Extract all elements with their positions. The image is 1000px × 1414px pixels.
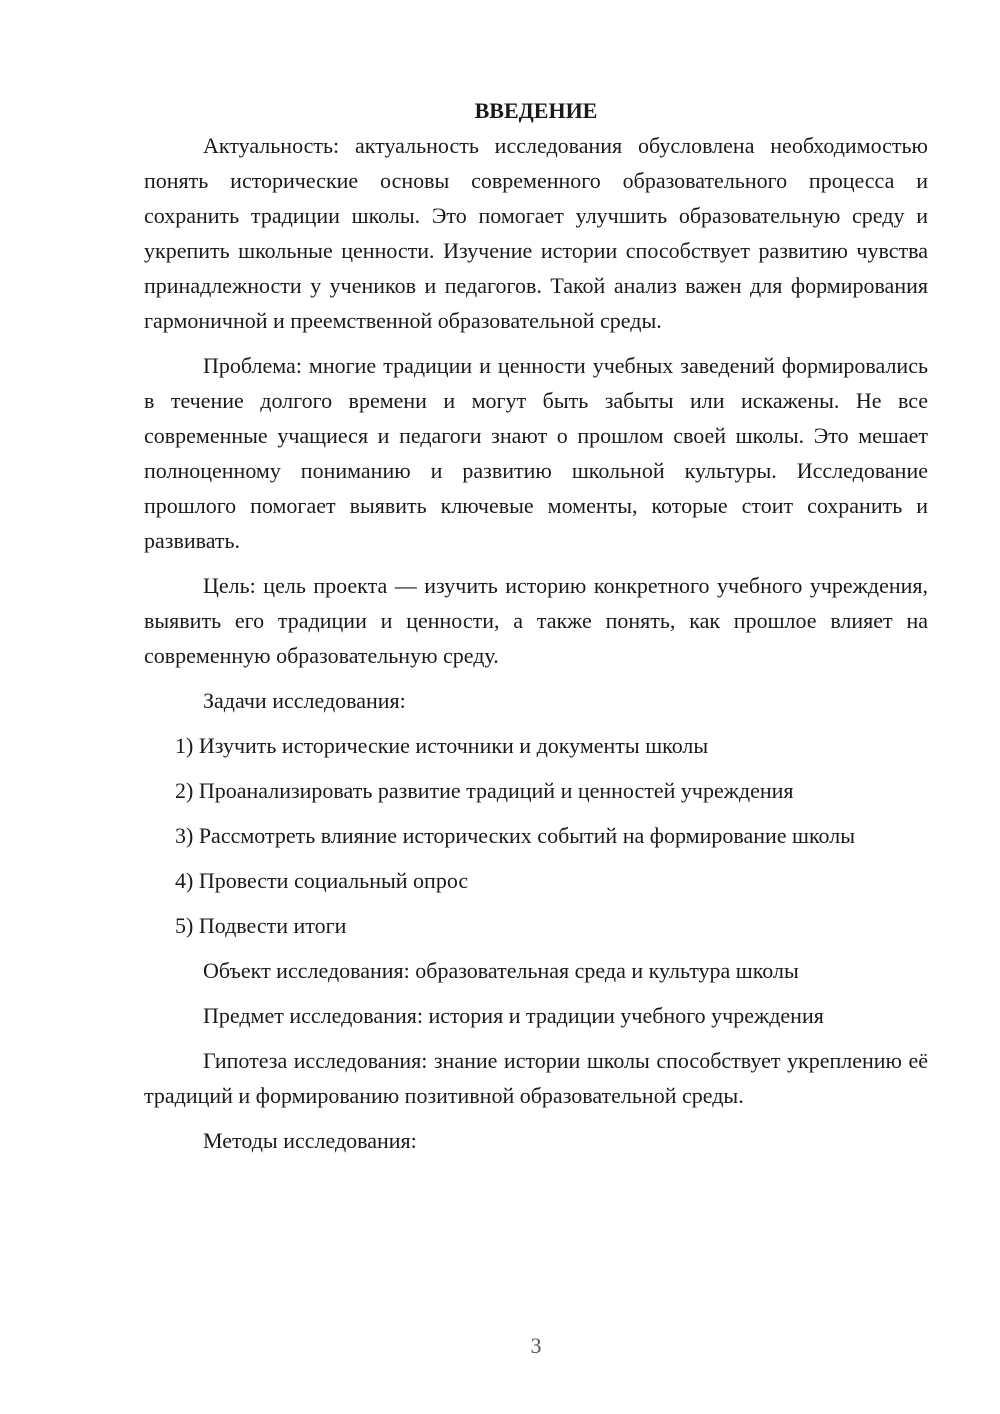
goal-paragraph: Цель: цель проекта — изучить историю конкретного учебного учреждения, выявить его традиции и ценности, а также понять, как прошлое влияет на современную образовательную среду. xyxy=(144,573,928,668)
document-page xyxy=(144,93,928,1168)
tasks-heading: Задачи исследования: xyxy=(203,688,406,713)
task-item-1: 1) Изучить исторические источники и документы школы xyxy=(175,733,709,758)
section-title: ВВЕДЕНИЕ xyxy=(474,98,598,123)
relevance-paragraph: Актуальность: актуальность исследования обусловлена необходимостью понять исторические основы современного образовательного процесса и сохранить традиции школы. Это помогает улучшить образовательную среду и укрепить школьные ценности. Изучение истории способствует развитию чувства принадлежности у учеников и педагогов. Такой анализ важен для формирования гармоничной и преемственной образовательной среды. xyxy=(144,133,928,333)
methods-heading: Методы исследования: xyxy=(203,1128,417,1153)
page-number: 3 xyxy=(530,1333,542,1358)
subject-line: Предмет исследования: история и традиции учебного учреждения xyxy=(203,1003,824,1028)
task-item-4: 4) Провести социальный опрос xyxy=(175,868,469,893)
task-item-2: 2) Проанализировать развитие традиций и ценностей учреждения xyxy=(175,778,794,803)
task-item-3: 3) Рассмотреть влияние исторических событий на формирование школы xyxy=(175,823,856,848)
hypothesis-paragraph: Гипотеза исследования: знание истории школы способствует укреплению её традиций и формированию позитивной образовательной среды. xyxy=(144,1048,928,1108)
object-line: Объект исследования: образовательная среда и культура школы xyxy=(203,958,799,983)
problem-paragraph: Проблема: многие традиции и ценности учебных заведений формировались в течение долгого времени и могут быть забыты или искажены. Не все современные учащиеся и педагоги знают о прошлом своей школы. Это мешает полноценному пониманию и развитию школьной культуры. Исследование прошлого помогает выявить ключевые моменты, которые стоит сохранить и развивать. xyxy=(144,353,928,553)
task-item-5: 5) Подвести итоги xyxy=(175,913,347,938)
